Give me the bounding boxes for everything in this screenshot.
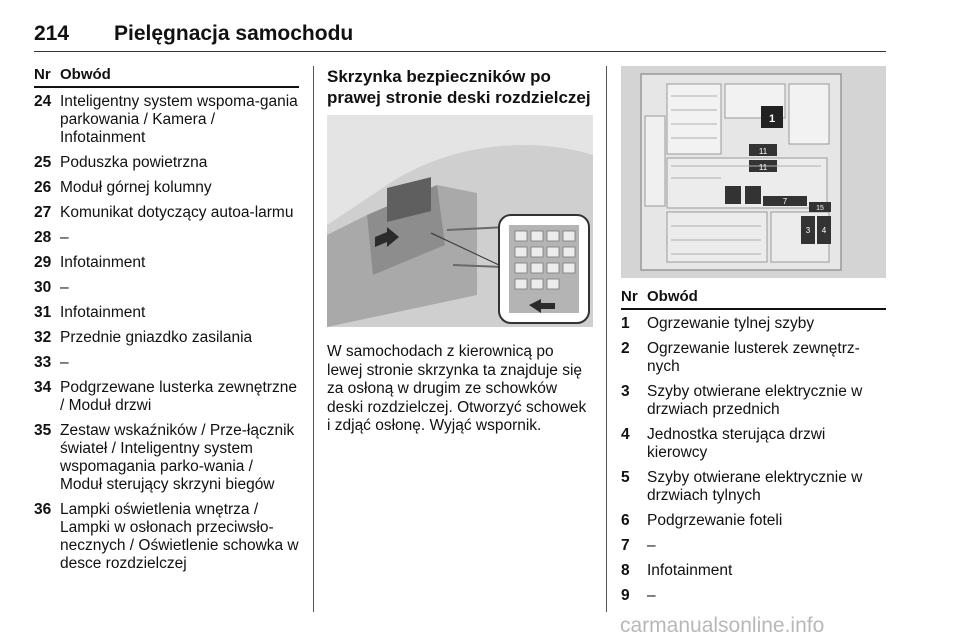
fuse-number: 28: [34, 229, 52, 246]
fuse-circuit: Infotainment: [60, 254, 146, 271]
fuse-number: 33: [34, 354, 52, 371]
fuse-circuit: –: [647, 587, 656, 604]
fuse-circuit: Lampki oświetlenia wnętrza / Lampki w osłonach przeciwsło-necznych / Oświetlenie schowka w desce rozdzielczej: [60, 501, 299, 572]
column-header-nr: Nr: [34, 66, 51, 83]
table-row: [34, 327, 299, 349]
fuse-circuit: Jednostka sterująca drzwi kierowcy: [647, 426, 826, 461]
diagram-label: 3: [805, 226, 811, 235]
table-rows: [621, 313, 886, 607]
fuse-number: 2: [621, 340, 630, 357]
table-row: [621, 424, 886, 464]
table-header: [34, 66, 299, 88]
section-heading: Skrzynka bezpieczników po prawej stronie deski rozdzielczej: [327, 67, 591, 107]
instructions-paragraph: W samochodach z kierownicą po lewej stronie skrzynka ta znajduje się za osłoną w drugim ze schowków deski rozdzielczej. Otworzyć schowek i zdjąć osłonę. Wyjąć wspornik.: [327, 343, 587, 435]
fuse-circuit: –: [60, 229, 69, 246]
fuse-circuit: –: [60, 279, 69, 296]
table-row: [34, 277, 299, 299]
table-row: [34, 202, 299, 224]
table-row: [621, 381, 886, 421]
fuse-box-section: [327, 66, 593, 436]
fuse-number: 26: [34, 179, 52, 196]
page-number: 214: [34, 22, 70, 45]
table-row: [34, 377, 299, 417]
glovebox-photo: [327, 115, 593, 327]
table-row: [621, 338, 886, 378]
fuse-number: 3: [621, 383, 630, 400]
column-divider-left: [313, 66, 314, 612]
diagram-label: 11: [758, 147, 768, 156]
fuse-number: 4: [621, 426, 630, 443]
fuse-number: 8: [621, 562, 630, 579]
fuse-number: 35: [34, 422, 52, 439]
table-row: [34, 352, 299, 374]
fuse-number: 36: [34, 501, 52, 518]
table-row: [621, 560, 886, 582]
fuse-number: 9: [621, 587, 630, 604]
column-header-nr: Nr: [621, 288, 638, 305]
fuse-number: 30: [34, 279, 52, 296]
fuse-number: 5: [621, 469, 630, 486]
table-row: [621, 510, 886, 532]
fuse-circuit: Podgrzewanie foteli: [647, 512, 783, 529]
left-fuse-table: [34, 66, 299, 578]
table-row: [34, 499, 299, 575]
fuse-number: 29: [34, 254, 52, 271]
fuse-circuit: Infotainment: [60, 304, 146, 321]
right-fuse-section: [621, 66, 886, 610]
fuse-circuit: Inteligentny system wspoma-gania parkowania / Kamera / Infotainment: [60, 93, 298, 146]
table-header: [621, 288, 886, 310]
table-row: [34, 227, 299, 249]
watermark: carmanualsonline.info: [620, 614, 825, 637]
fuse-box-illustration: [621, 66, 886, 278]
table-row: [34, 91, 299, 149]
fuse-circuit: Zestaw wskaźników / Prze-łącznik świateł / Inteligentny system wspomagania parko-wania / Moduł sterujący skrzyni biegów: [60, 422, 295, 493]
page-header: [34, 22, 886, 52]
table-row: [34, 152, 299, 174]
fuse-circuit: Podgrzewane lusterka zewnętrzne / Moduł drzwi: [60, 379, 297, 414]
fuse-box-diagram: [621, 66, 886, 278]
diagram-label: 1: [768, 113, 776, 125]
fuse-circuit: Przednie gniazdko zasilania: [60, 329, 253, 346]
table-row: [621, 585, 886, 607]
page-title: Pielęgnacja samochodu: [114, 22, 354, 45]
table-row: [34, 420, 299, 496]
table-rows: [34, 91, 299, 575]
column-header-circuit: Obwód: [647, 288, 698, 305]
column-divider-right: [606, 66, 607, 612]
fuse-circuit: Moduł górnej kolumny: [60, 179, 212, 196]
fuse-number: 27: [34, 204, 52, 221]
fuse-circuit: Poduszka powietrzna: [60, 154, 208, 171]
table-row: [34, 302, 299, 324]
diagram-label: 11: [758, 163, 768, 172]
table-row: [621, 535, 886, 557]
column-header-circuit: Obwód: [60, 66, 111, 83]
fuse-number: 34: [34, 379, 52, 396]
fuse-circuit: Infotainment: [647, 562, 733, 579]
diagram-label: 7: [782, 197, 788, 206]
fuse-circuit: –: [60, 354, 69, 371]
fuse-circuit: Ogrzewanie lusterek zewnętrz-nych: [647, 340, 860, 375]
fuse-circuit: Szyby otwierane elektrycznie w drzwiach przednich: [647, 383, 863, 418]
fuse-number: 32: [34, 329, 52, 346]
fuse-number: 25: [34, 154, 52, 171]
fuse-circuit: Ogrzewanie tylnej szyby: [647, 315, 815, 332]
fuse-circuit: –: [647, 537, 656, 554]
diagram-label: 15: [816, 205, 824, 212]
fuse-number: 1: [621, 315, 630, 332]
fuse-number: 7: [621, 537, 630, 554]
fuse-number: 31: [34, 304, 52, 321]
table-row: [34, 177, 299, 199]
diagram-label: 4: [821, 226, 827, 235]
fuse-circuit: Szyby otwierane elektrycznie w drzwiach tylnych: [647, 469, 863, 504]
fuse-number: 24: [34, 93, 52, 110]
table-row: [621, 313, 886, 335]
fuse-number: 6: [621, 512, 630, 529]
table-row: [621, 467, 886, 507]
fuse-circuit: Komunikat dotyczący autoa-larmu: [60, 204, 294, 221]
glovebox-illustration: [327, 115, 593, 327]
table-row: [34, 252, 299, 274]
